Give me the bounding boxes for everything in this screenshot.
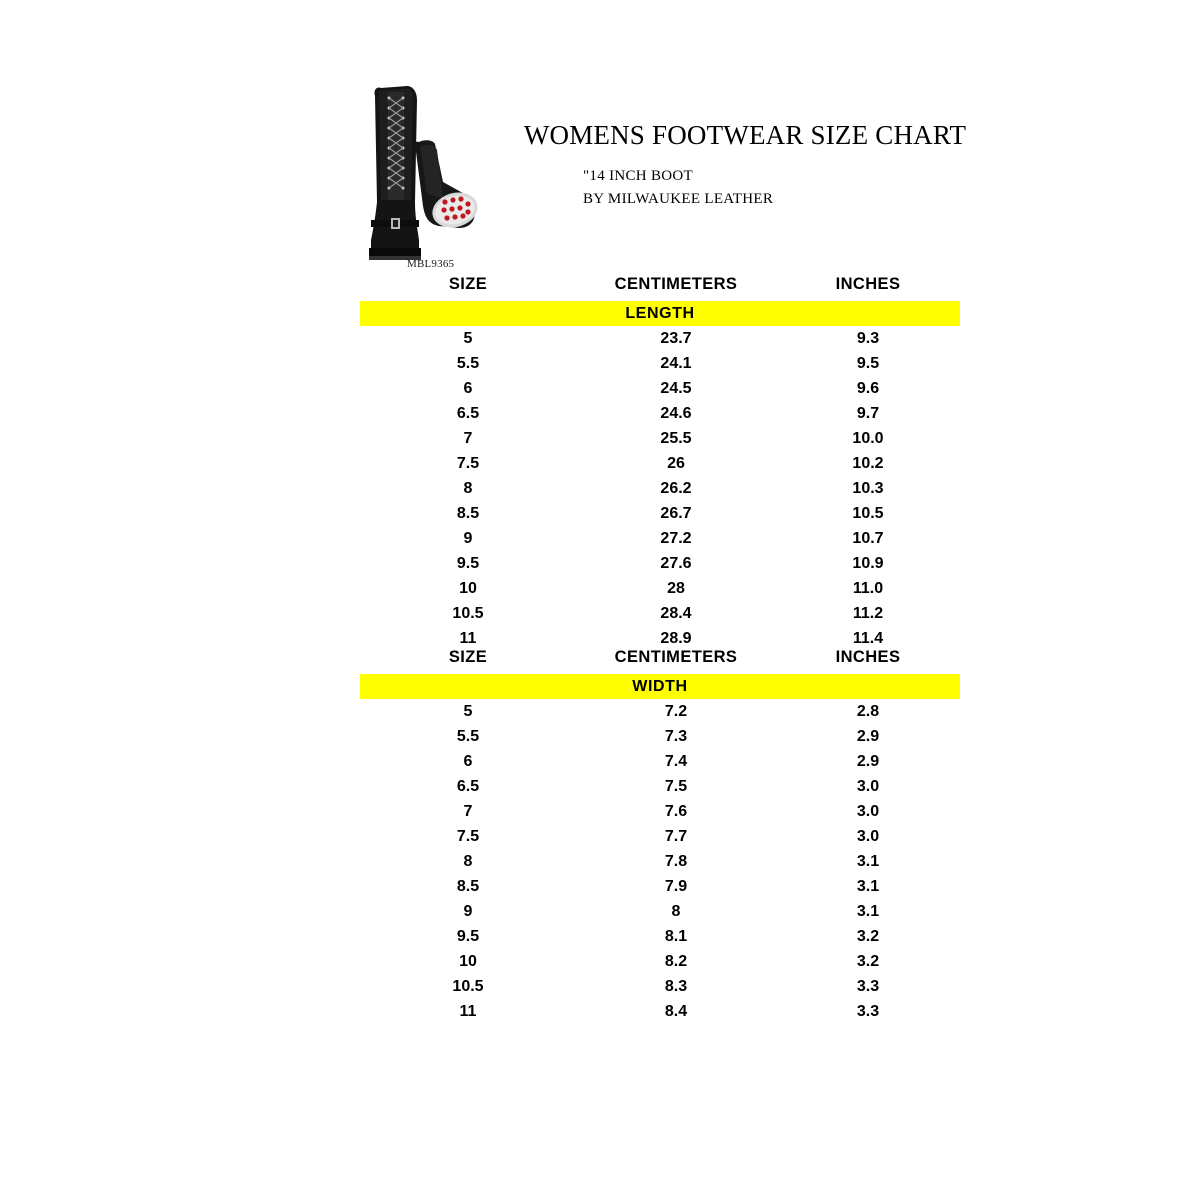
table-row — [360, 799, 960, 824]
inches-cell: 10.5 — [852, 505, 884, 522]
subtitle-block — [495, 165, 995, 210]
inches-cell: 3.3 — [856, 1003, 880, 1020]
section-banner-label: WIDTH — [360, 674, 960, 699]
table-row — [360, 426, 960, 451]
table-row — [360, 501, 960, 526]
inches-cell: 10.9 — [852, 555, 884, 572]
table-row — [360, 451, 960, 476]
column-header-centimeters: CENTIMETERS — [614, 648, 738, 666]
chart-header — [355, 60, 995, 275]
inches-cell: 10.2 — [852, 455, 884, 472]
inches-cell: 3.0 — [856, 803, 880, 820]
table-row — [360, 476, 960, 501]
table-row — [360, 949, 960, 974]
width-table-block — [360, 643, 960, 1024]
inches-cell: 3.1 — [856, 878, 880, 895]
size-cell: 9 — [463, 903, 473, 920]
table-header-row — [360, 270, 960, 301]
centimeters-cell: 8 — [671, 903, 681, 920]
table-row — [360, 601, 960, 626]
table-row — [360, 376, 960, 401]
table-row — [360, 526, 960, 551]
inches-cell: 10.7 — [852, 530, 884, 547]
table-row — [360, 899, 960, 924]
size-cell: 5 — [463, 703, 473, 720]
table-row — [360, 749, 960, 774]
table-row — [360, 576, 960, 601]
centimeters-cell: 25.5 — [660, 430, 692, 447]
centimeters-cell: 7.2 — [664, 703, 688, 720]
centimeters-cell: 28 — [667, 580, 685, 597]
inches-cell: 9.3 — [856, 330, 880, 347]
inches-cell: 3.2 — [856, 928, 880, 945]
size-cell: 8.5 — [456, 505, 480, 522]
centimeters-cell: 7.6 — [664, 803, 688, 820]
product-code-label: MBL9365 — [407, 258, 455, 270]
section-banner-length — [360, 301, 960, 326]
size-cell: 11 — [459, 1003, 477, 1020]
length-size-table — [360, 270, 960, 651]
inches-cell: 3.1 — [856, 853, 880, 870]
inches-cell: 9.6 — [856, 380, 880, 397]
table-header-row — [360, 643, 960, 674]
table-row — [360, 874, 960, 899]
inches-cell: 10.3 — [852, 480, 884, 497]
table-row — [360, 849, 960, 874]
table-row — [360, 401, 960, 426]
size-cell: 6 — [463, 380, 473, 397]
centimeters-cell: 26 — [667, 455, 685, 472]
inches-cell: 3.2 — [856, 953, 880, 970]
inches-cell: 11.4 — [852, 630, 884, 647]
size-cell: 8 — [463, 480, 473, 497]
boot-illustration-icon — [355, 70, 495, 270]
centimeters-cell: 26.2 — [660, 480, 692, 497]
centimeters-cell: 8.3 — [664, 978, 688, 995]
centimeters-cell: 24.6 — [660, 405, 692, 422]
column-header-inches: INCHES — [835, 648, 901, 666]
column-header-size: SIZE — [448, 648, 488, 666]
size-cell: 9.5 — [456, 555, 480, 572]
title-block — [495, 120, 995, 210]
width-size-table — [360, 643, 960, 1024]
centimeters-cell: 8.1 — [664, 928, 688, 945]
table-row — [360, 724, 960, 749]
table-row — [360, 924, 960, 949]
size-cell: 10 — [459, 953, 477, 970]
length-table-block — [360, 270, 960, 651]
centimeters-cell: 7.5 — [664, 778, 688, 795]
subtitle-line-1: "14 INCH BOOT — [583, 168, 694, 184]
inches-cell: 3.1 — [856, 903, 880, 920]
size-cell: 7 — [463, 430, 473, 447]
section-banner-label: LENGTH — [360, 301, 960, 326]
subtitle-line-2: BY MILWAUKEE LEATHER — [583, 190, 774, 207]
centimeters-cell: 27.2 — [660, 530, 692, 547]
boot-product-image — [355, 70, 495, 275]
centimeters-cell: 26.7 — [660, 505, 692, 522]
table-row — [360, 551, 960, 576]
size-cell: 9 — [463, 530, 473, 547]
centimeters-cell: 7.9 — [664, 878, 688, 895]
inches-cell: 3.0 — [856, 828, 880, 845]
centimeters-cell: 8.2 — [664, 953, 688, 970]
width-table-body — [360, 674, 960, 1024]
centimeters-cell: 28.4 — [660, 605, 692, 622]
size-cell: 6 — [463, 753, 473, 770]
table-row — [360, 351, 960, 376]
size-cell: 5 — [463, 330, 473, 347]
size-cell: 10 — [459, 580, 477, 597]
table-row — [360, 824, 960, 849]
column-header-inches: INCHES — [835, 275, 901, 293]
centimeters-cell: 24.5 — [660, 380, 692, 397]
inches-cell: 2.8 — [856, 703, 880, 720]
inches-cell: 2.9 — [856, 728, 880, 745]
size-cell: 8.5 — [456, 878, 480, 895]
size-cell: 8 — [463, 853, 473, 870]
size-cell: 6.5 — [456, 778, 480, 795]
length-table-body — [360, 301, 960, 651]
inches-cell: 9.7 — [856, 405, 880, 422]
size-cell: 10.5 — [452, 605, 484, 622]
size-cell: 7.5 — [456, 828, 480, 845]
inches-cell: 10.0 — [852, 430, 884, 447]
column-header-centimeters: CENTIMETERS — [614, 275, 738, 293]
table-row — [360, 999, 960, 1024]
inches-cell: 2.9 — [856, 753, 880, 770]
size-cell: 9.5 — [456, 928, 480, 945]
inches-cell: 11.0 — [852, 580, 884, 597]
centimeters-cell: 23.7 — [660, 330, 692, 347]
size-cell: 11 — [459, 630, 477, 647]
table-row — [360, 326, 960, 351]
size-cell: 5.5 — [456, 355, 480, 372]
table-row — [360, 974, 960, 999]
centimeters-cell: 7.8 — [664, 853, 688, 870]
size-cell: 6.5 — [456, 405, 480, 422]
table-row — [360, 774, 960, 799]
centimeters-cell: 8.4 — [664, 1003, 688, 1020]
size-cell: 5.5 — [456, 728, 480, 745]
inches-cell: 3.3 — [856, 978, 880, 995]
centimeters-cell: 7.7 — [664, 828, 688, 845]
centimeters-cell: 27.6 — [660, 555, 692, 572]
centimeters-cell: 7.4 — [664, 753, 688, 770]
size-cell: 7.5 — [456, 455, 480, 472]
centimeters-cell: 24.1 — [660, 355, 692, 372]
page-title: WOMENS FOOTWEAR SIZE CHART — [523, 120, 967, 150]
centimeters-cell: 7.3 — [664, 728, 688, 745]
inches-cell: 11.2 — [852, 605, 884, 622]
centimeters-cell: 28.9 — [660, 630, 692, 647]
section-banner-width — [360, 674, 960, 699]
size-cell: 7 — [463, 803, 473, 820]
column-header-size: SIZE — [448, 275, 488, 293]
inches-cell: 9.5 — [856, 355, 880, 372]
table-row — [360, 699, 960, 724]
inches-cell: 3.0 — [856, 778, 880, 795]
size-cell: 10.5 — [452, 978, 484, 995]
